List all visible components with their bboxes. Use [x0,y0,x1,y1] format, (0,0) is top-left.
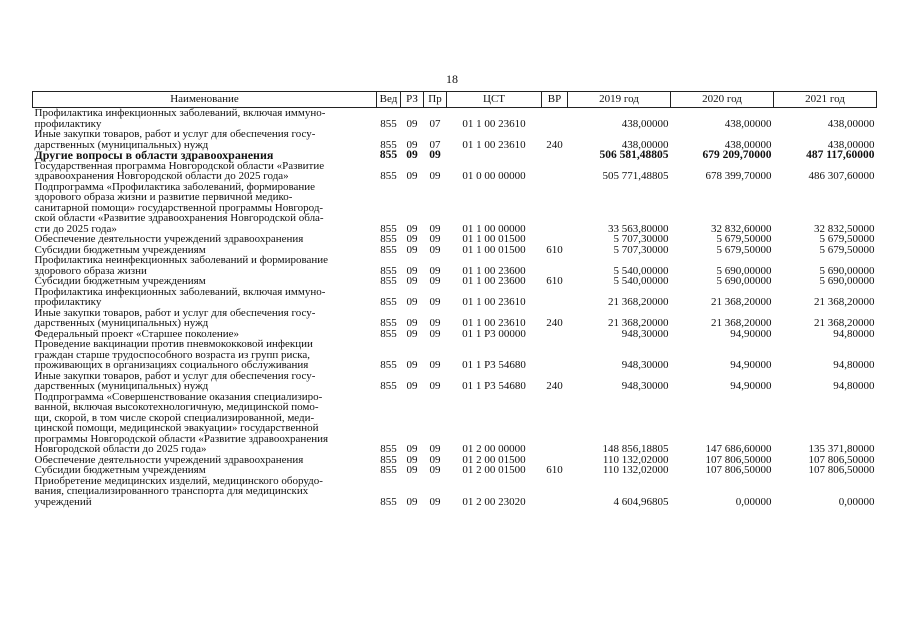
cell-cst: 01 1 00 01500 [462,233,526,245]
table-row [33,150,877,161]
cell-2021: 5 690,00000 [819,264,875,277]
cell-pr: 09 [429,170,441,182]
cell-name: Другие вопросы в области здравоохранения [34,148,274,162]
cell-2020: 5 690,00000 [716,275,772,287]
cell-2020: 678 399,70000 [705,170,772,182]
cell-2021: 0,00000 [838,495,875,508]
cell-name: Иные закупки товаров, работ и услуг для обеспечения госу- дарственных (муниципальных) нужд [34,306,316,329]
cell-2019: 21 368,20000 [608,317,669,329]
cell-pr: 09 [429,317,441,329]
cell-2019: 5 540,00000 [613,264,669,277]
cell-cst [447,150,542,161]
cell-rz: 09 [406,149,418,161]
cell-vr [542,255,568,276]
cell-2019: 4 604,96805 [613,495,669,508]
cell-pr: 09 [429,443,441,455]
cell-cst: 01 2 00 23020 [462,495,526,508]
cell-2021: 5 690,00000 [819,275,875,287]
cell-vr [542,108,568,130]
cell-ved: 855 [380,275,397,287]
cell-cst: 01 2 00 00000 [462,443,526,455]
cell-cst: 01 1 00 23610 [462,138,526,151]
table-row [33,465,877,476]
cell-cst: 01 1 00 23610 [462,317,526,329]
cell-vr [542,182,568,235]
cell-vr: 240 [546,317,563,329]
table-row [33,339,877,371]
cell-2020: 5 679,50000 [716,233,772,245]
cell-2021: 107 806,50000 [808,464,875,476]
cell-2020: 94,90000 [730,359,772,371]
cell-ved: 855 [380,359,397,371]
cell-2021: 32 832,50000 [814,222,875,235]
cell-2020: 5 679,50000 [716,243,772,256]
cell-name: Подпрограмма «Совершенствование оказания специализиро- ванной, включая высокотехнологичную, медицинской помо- щи, скорой, в том числе скорой специализированной, меди- цинской помощи, медицинской эвакуации» государственной программы Новгородской области «Развитие здравоохранения Новгородской области до 2025 года» [34,390,329,455]
cell-rz: 09 [406,275,418,287]
cell-2020: 94,90000 [730,380,772,392]
cell-cst: 01 1 P3 00000 [462,327,526,340]
cell-2019: 21 368,20000 [608,296,669,308]
cell-vr [542,287,568,308]
cell-rz: 09 [406,296,418,308]
cell-rz: 09 [406,380,418,392]
cell-2020: 438,00000 [724,117,772,130]
cell-cst: 01 1 00 23600 [462,264,526,277]
header-name: Наименование [33,92,377,108]
cell-ved: 855 [380,264,397,277]
cell-pr: 09 [429,495,441,508]
cell-name: Субсидии бюджетным учреждениям [34,464,206,476]
cell-name: Проведение вакцинации против пневмококковой инфекции граждан старше трудоспособного возраста из групп риска, проживающих в организациях социального обслуживания [34,338,313,371]
cell-name: Иные закупки товаров, работ и услуг для обеспечения госу- дарственных (муниципальных) нужд [34,128,316,151]
cell-ved: 855 [380,243,397,256]
cell-name: Субсидии бюджетным учреждениям [34,275,206,287]
cell-cst: 01 1 P3 54680 [462,359,526,371]
table-row [33,308,877,329]
cell-2021: 21 368,20000 [814,317,875,329]
cell-rz: 09 [406,359,418,371]
cell-rz: 09 [406,170,418,182]
header-2020: 2020 год [671,92,774,108]
table-row [33,182,877,235]
cell-2020: 94,90000 [730,327,772,340]
cell-2019: 33 563,80000 [608,222,669,235]
cell-rz: 09 [406,233,418,245]
table-row [33,392,877,455]
cell-cst: 01 1 00 23600 [462,275,526,287]
cell-pr: 09 [429,264,441,277]
cell-rz: 09 [406,317,418,329]
cell-pr: 09 [429,243,441,256]
table-row [33,255,877,276]
cell-name: Профилактика неинфекционных заболеваний и формирование здорового образа жизни [34,254,329,277]
cell-rz: 09 [406,117,418,130]
cell-pr: 09 [429,327,441,340]
cell-rz: 09 [406,327,418,340]
cell-2019: 5 707,30000 [613,243,669,256]
cell-2019: 505 771,48805 [602,170,669,182]
cell-ved: 855 [380,380,397,392]
cell-2019: 506 581,48805 [599,149,669,161]
table-row [33,108,877,130]
cell-2020: 21 368,20000 [711,317,772,329]
cell-ved: 855 [380,495,397,508]
cell-pr: 09 [429,233,441,245]
cell-pr: 09 [429,222,441,235]
cell-2020: 438,00000 [724,138,772,151]
cell-2020: 0,00000 [735,495,772,508]
cell-2021: 94,80000 [833,380,875,392]
cell-name: Профилактика инфекционных заболеваний, включая иммуно- профилактику [34,107,326,130]
cell-name: Приобретение медицинских изделий, медицинского оборудо- вания, специализированного транспорта для медицинских учреждений [34,474,323,508]
cell-vr [542,161,568,182]
cell-2019: 148 856,18805 [602,443,669,455]
cell-rz: 09 [406,243,418,256]
cell-vr [542,150,568,161]
cell-ved: 855 [380,453,397,466]
cell-ved: 855 [380,222,397,235]
cell-2021: 5 679,50000 [819,243,875,256]
cell-cst: 01 1 00 23610 [462,296,526,308]
page-number: 18 [446,72,458,86]
cell-2021: 94,80000 [833,327,875,340]
cell-pr: 09 [429,149,441,161]
cell-ved: 855 [380,317,397,329]
cell-2019: 110 132,02000 [602,464,669,476]
cell-2019: 948,30000 [621,327,669,340]
cell-rz: 09 [406,264,418,277]
cell-vr [542,234,568,245]
cell-vr: 610 [546,243,563,256]
cell-pr: 07 [429,117,441,130]
cell-name: Обеспечение деятельности учреждений здравоохранения [34,453,304,466]
cell-2020: 32 832,60000 [711,222,772,235]
cell-ved: 855 [380,117,397,130]
table-row [33,287,877,308]
cell-2021: 438,00000 [827,117,875,130]
cell-cst: 01 1 00 01500 [462,243,526,256]
cell-cst: 01 0 00 00000 [462,170,526,182]
cell-pr: 09 [429,296,441,308]
cell-cst: 01 2 00 01500 [462,464,526,476]
cell-ved: 855 [380,233,397,245]
cell-2021: 107 806,50000 [808,453,875,466]
cell-cst: 01 1 00 00000 [462,222,526,235]
cell-ved: 855 [380,296,397,308]
cell-2021: 135 371,80000 [808,443,875,455]
cell-2019: 5 707,30000 [613,233,669,245]
cell-rz: 09 [406,138,418,151]
cell-name: Государственная программа Новгородской области «Развитие здравоохранения Новгородской области до 2025 года» [34,159,325,182]
cell-ved: 855 [380,327,397,340]
cell-2019: 948,30000 [621,380,669,392]
header-cst: ЦСТ [447,92,542,108]
table-row [33,234,877,245]
cell-vr [542,329,568,340]
table-row [33,276,877,287]
cell-2019: 948,30000 [621,359,669,371]
cell-name: Подпрограмма «Профилактика заболеваний, формирование здорового образа жизни и развитие первичной медико- санитарной помощи» государственной программы Новгород- ской области «Развитие здравоохранения Новгородской обла- сти до 2025 года» [34,180,324,235]
cell-2021: 486 307,60000 [808,170,875,182]
table-header-row [33,92,877,108]
cell-vr [542,392,568,455]
cell-ved: 855 [380,443,397,455]
cell-2019: 438,00000 [621,138,669,151]
cell-2021: 94,80000 [833,359,875,371]
cell-2021: 21 368,20000 [814,296,875,308]
cell-name: Субсидии бюджетным учреждениям [34,243,206,256]
cell-2020: 21 368,20000 [711,296,772,308]
header-2021: 2021 год [774,92,877,108]
budget-table [32,91,877,507]
cell-name: Обеспечение деятельности учреждений здравоохранения [34,233,304,245]
cell-2021: 438,00000 [827,138,875,151]
header-2019: 2019 год [568,92,671,108]
table-row [33,161,877,182]
cell-2020: 107 806,50000 [705,453,772,466]
cell-2020: 679 209,70000 [702,149,772,161]
table-row [33,371,877,392]
cell-2019: 5 540,00000 [613,275,669,287]
header-vr: ВР [542,92,568,108]
cell-pr: 09 [429,275,441,287]
cell-rz: 09 [406,443,418,455]
cell-ved: 855 [380,464,397,476]
cell-rz: 09 [406,453,418,466]
cell-cst: 01 1 00 23610 [462,117,526,130]
table-body [33,108,877,508]
cell-cst: 01 1 P3 54680 [462,380,526,392]
table-row [33,129,877,150]
cell-name: Иные закупки товаров, работ и услуг для обеспечения госу- дарственных (муниципальных) нужд [34,369,316,392]
cell-name: Федеральный проект «Старшее поколение» [34,327,240,340]
cell-rz: 09 [406,464,418,476]
cell-ved: 855 [379,149,398,161]
cell-2021: 5 679,50000 [819,233,875,245]
cell-2020: 107 806,50000 [705,464,772,476]
table-row [33,476,877,508]
header-ved: Вед [377,92,401,108]
cell-cst: 01 2 00 01500 [462,453,526,466]
header-pr: Пр [424,92,447,108]
cell-vr [542,339,568,371]
cell-rz: 09 [406,222,418,235]
cell-2021: 487 117,60000 [806,149,875,161]
cell-pr: 07 [429,138,441,151]
cell-vr: 610 [546,464,563,476]
header-rz: РЗ [401,92,424,108]
cell-pr: 09 [429,380,441,392]
cell-pr: 09 [429,453,441,466]
cell-ved: 855 [380,170,397,182]
cell-2019: 438,00000 [621,117,669,130]
cell-ved: 855 [380,138,397,151]
cell-2019: 110 132,02000 [602,453,669,466]
cell-2020: 147 686,60000 [705,443,772,455]
cell-vr [542,476,568,508]
cell-2020: 5 690,00000 [716,264,772,277]
cell-vr: 240 [546,380,563,392]
cell-vr: 240 [546,138,563,151]
cell-vr: 610 [546,275,563,287]
cell-name: Профилактика инфекционных заболеваний, включая иммуно- профилактику [34,285,326,308]
cell-rz: 09 [406,495,418,508]
cell-pr: 09 [429,359,441,371]
cell-pr: 09 [429,464,441,476]
